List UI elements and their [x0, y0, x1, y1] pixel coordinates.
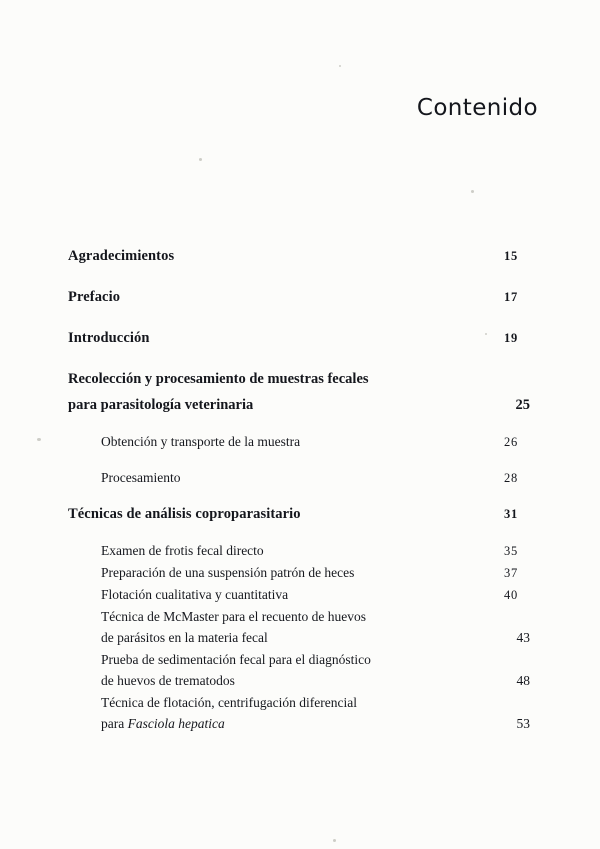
table-of-contents: [68, 248, 530, 738]
toc-entry-label: Técnicas de análisis coproparasitario: [68, 506, 301, 522]
toc-entry[interactable]: [101, 434, 530, 450]
toc-entry[interactable]: [101, 609, 530, 646]
toc-entry-label: Examen de frotis fecal directo: [101, 543, 264, 558]
toc-entry[interactable]: [101, 587, 530, 603]
toc-entry-page: 37: [504, 566, 519, 580]
scan-speck: [333, 839, 336, 842]
scan-speck: [471, 190, 474, 193]
toc-entry[interactable]: [101, 695, 530, 732]
toc-entry-label: Preparación de una suspensión patrón de heces: [101, 565, 355, 580]
toc-entry[interactable]: [68, 330, 530, 347]
toc-entry-page: 43: [516, 630, 530, 645]
toc-entry-page: 19: [504, 331, 519, 345]
toc-entry-label: Flotación cualitativa y cuantitativa: [101, 587, 289, 602]
page-title: Contenido: [416, 95, 538, 121]
toc-entry-label-line1: Técnica de McMaster para el recuento de huevos: [101, 609, 366, 624]
toc-entry-page: 17: [504, 290, 519, 304]
toc-entry[interactable]: [68, 371, 530, 414]
toc-entry-page: 40: [504, 588, 519, 602]
toc-entry-page: 28: [504, 471, 519, 485]
species-name: Fasciola hepatica: [127, 716, 225, 731]
scan-speck: [37, 438, 41, 441]
toc-entry-label-line1: Recolección y procesamiento de muestras fecales: [68, 371, 369, 387]
toc-entry-label: Agradecimientos: [68, 248, 175, 264]
toc-entry-label-line2: de parásitos en la materia fecal: [101, 630, 268, 645]
toc-entry[interactable]: [101, 470, 530, 486]
toc-entry-label-prefix: para: [101, 716, 128, 731]
toc-entry-label-line1: Prueba de sedimentación fecal para el diagnóstico: [101, 652, 371, 667]
toc-entry-label-line2: [101, 716, 225, 732]
toc-entry-label: Procesamiento: [101, 470, 181, 485]
toc-entry[interactable]: [68, 506, 530, 523]
toc-entry-page: 31: [504, 507, 519, 521]
toc-entry-label: Introducción: [68, 330, 150, 346]
toc-entry-label: Obtención y transporte de la muestra: [101, 434, 301, 449]
toc-entry-label-line2: para parasitología veterinaria: [68, 397, 254, 413]
toc-entry-label-line2: de huevos de trematodos: [101, 673, 235, 688]
toc-entry[interactable]: [101, 652, 530, 689]
toc-entry-page: 53: [516, 716, 530, 731]
toc-entry-page: 15: [504, 249, 519, 263]
toc-entry-page: 26: [504, 435, 519, 449]
toc-entry-page: 25: [515, 397, 530, 413]
toc-entry-label: Prefacio: [68, 289, 121, 305]
toc-entry[interactable]: [101, 543, 530, 559]
scan-speck: [339, 65, 341, 67]
toc-entry-page: 48: [516, 673, 530, 688]
toc-entry[interactable]: [68, 248, 530, 265]
toc-entry[interactable]: [68, 289, 530, 306]
toc-entry[interactable]: [101, 565, 530, 581]
scan-speck: [199, 158, 202, 161]
toc-entry-page: 35: [504, 544, 519, 558]
toc-entry-label-line1: Técnica de flotación, centrifugación diferencial: [101, 695, 357, 710]
